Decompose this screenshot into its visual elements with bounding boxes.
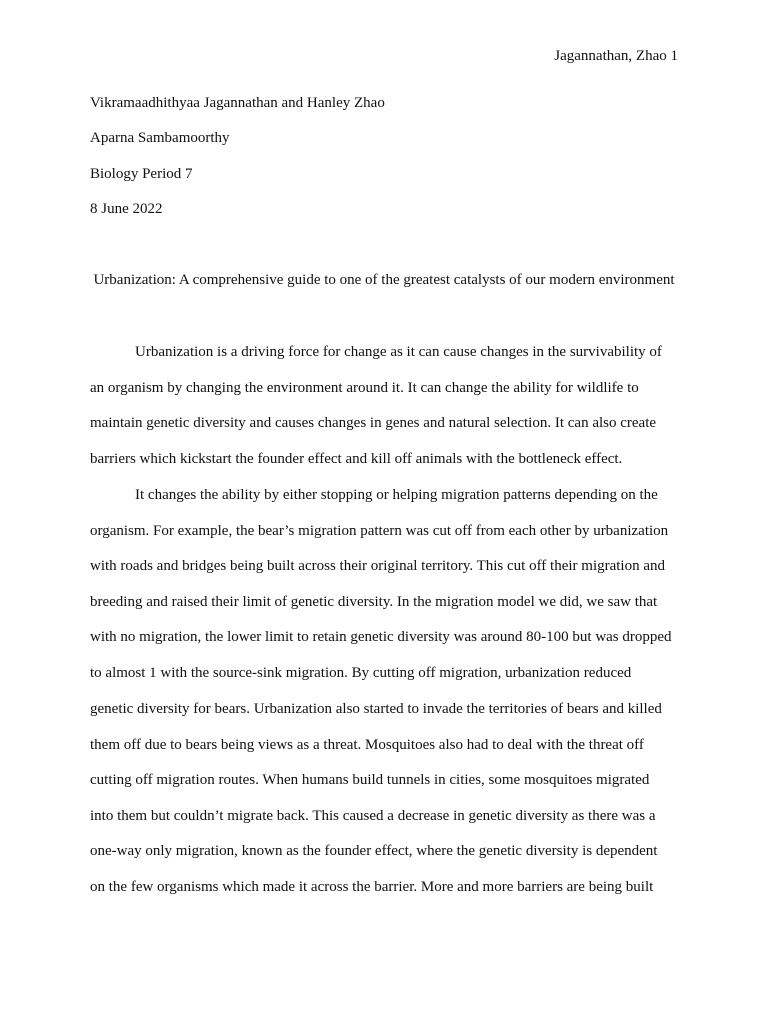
- body-line: breeding and raised their limit of genetic diversity. In the migration model we did, we saw that: [90, 594, 658, 610]
- body-line: maintain genetic diversity and causes changes in genes and natural selection. It can also create: [90, 415, 657, 431]
- body-line: It changes the ability by either stopping or helping migration patterns depending on the: [135, 487, 658, 503]
- body-line: genetic diversity for bears. Urbanization also started to invade the territories of bears and killed: [90, 701, 662, 717]
- body-line: Urbanization is a driving force for change as it can cause changes in the survivability of: [135, 344, 662, 360]
- body-line: one-way only migration, known as the founder effect, where the genetic diversity is dependent: [90, 843, 658, 859]
- body-line: an organism by changing the environment around it. It can change the ability for wildlife to: [90, 380, 639, 396]
- body-line: with no migration, the lower limit to retain genetic diversity was around 80-100 but was dropped: [90, 629, 672, 645]
- body-line: organism. For example, the bear’s migration pattern was cut off from each other by urbanization: [90, 523, 669, 539]
- instructor-name: Aparna Sambamoorthy: [90, 130, 230, 146]
- body-line: barriers which kickstart the founder effect and kill off animals with the bottleneck effect.: [90, 451, 623, 467]
- document-title: Urbanization: A comprehensive guide to one of the greatest catalysts of our modern environment: [93, 272, 675, 288]
- body-line: on the few organisms which made it across the barrier. More and more barriers are being built: [90, 879, 654, 895]
- body-line: them off due to bears being views as a threat. Mosquitoes also had to deal with the threat off: [90, 737, 644, 753]
- body-line: cutting off migration routes. When humans build tunnels in cities, some mosquitoes migrated: [90, 772, 650, 788]
- running-head: Jagannathan, Zhao 1: [554, 48, 678, 64]
- body-line: with roads and bridges being built across their original territory. This cut off their migration and: [90, 558, 666, 574]
- body-line: into them but couldn’t migrate back. This caused a decrease in genetic diversity as there was a: [90, 808, 656, 824]
- author-names: Vikramaadhithyaa Jagannathan and Hanley Zhao: [90, 95, 385, 111]
- body-line: to almost 1 with the source-sink migration. By cutting off migration, urbanization reduced: [90, 665, 632, 681]
- document-date: 8 June 2022: [90, 201, 163, 217]
- course-name: Biology Period 7: [90, 166, 193, 182]
